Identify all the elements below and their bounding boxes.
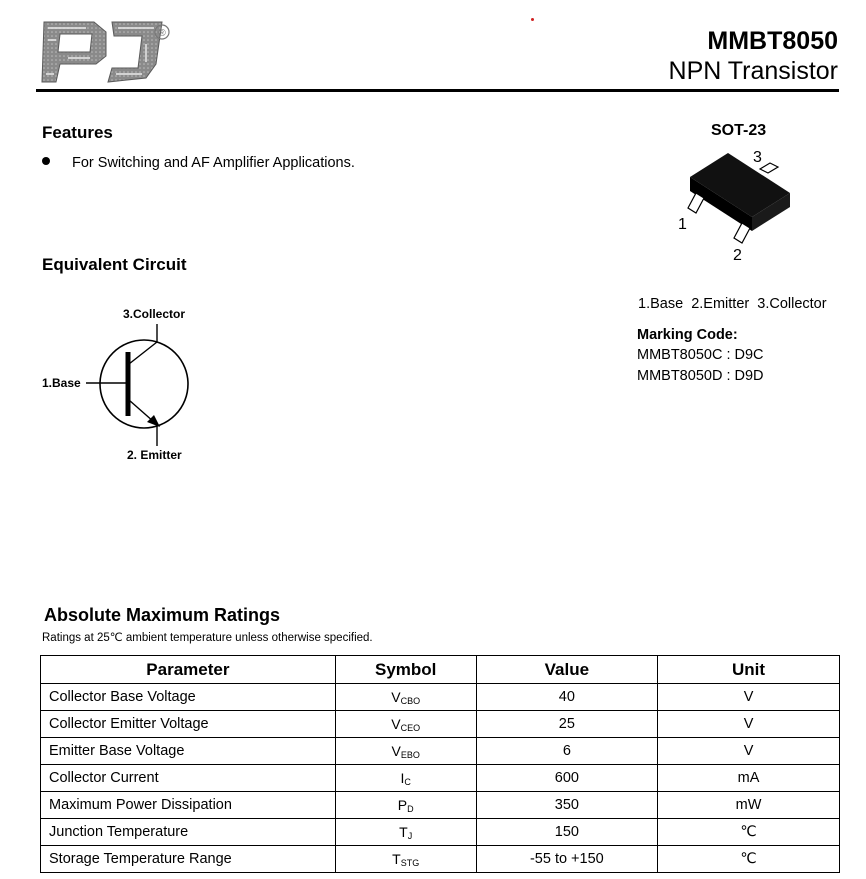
symbol-letter: I <box>400 769 405 786</box>
ratings-heading: Absolute Maximum Ratings <box>44 605 281 625</box>
symbol-cell <box>335 792 476 819</box>
parameter-cell: Maximum Power Dissipation <box>41 792 336 819</box>
symbol-cell <box>335 738 476 765</box>
unit-cell: mW <box>658 792 840 819</box>
part-number: MMBT8050 <box>707 27 838 55</box>
symbol-subscript: J <box>407 830 413 841</box>
symbol-letter: T <box>399 823 408 840</box>
symbol-subscript: CBO <box>400 695 421 706</box>
symbol-cell <box>335 711 476 738</box>
emitter-label: 2. Emitter <box>127 448 182 462</box>
bullet-icon <box>42 157 50 165</box>
sot23-package-icon <box>670 145 800 250</box>
unit-cell: V <box>658 711 840 738</box>
equivalent-circuit-heading: Equivalent Circuit <box>42 255 187 274</box>
symbol-cell <box>335 684 476 711</box>
parameter-cell: Storage Temperature Range <box>41 846 336 873</box>
feature-item <box>42 155 355 171</box>
header-divider <box>36 89 839 92</box>
column-header-value: Value <box>476 656 657 684</box>
part-description: NPN Transistor <box>668 57 838 85</box>
value-cell: 6 <box>476 738 657 765</box>
pin-1-label: 1 <box>678 216 687 233</box>
symbol-cell <box>335 846 476 873</box>
collector-label: 3.Collector <box>123 307 186 321</box>
value-cell: 150 <box>476 819 657 846</box>
ratings-note: Ratings at 25℃ ambient temperature unless otherwise specified. <box>42 632 373 644</box>
feature-text: For Switching and AF Amplifier Applications. <box>72 155 355 171</box>
marking-code-line: MMBT8050D : D9D <box>637 368 764 384</box>
column-header-unit: Unit <box>658 656 840 684</box>
value-cell: 25 <box>476 711 657 738</box>
value-cell: -55 to +150 <box>476 846 657 873</box>
features-heading: Features <box>42 123 113 142</box>
pin-2-label: 2 <box>733 247 742 264</box>
ratings-table <box>40 655 840 873</box>
marking-code-line: MMBT8050C : D9C <box>637 347 764 363</box>
parameter-cell: Emitter Base Voltage <box>41 738 336 765</box>
unit-cell: ℃ <box>658 846 840 873</box>
table-row <box>41 846 840 873</box>
value-cell: 350 <box>476 792 657 819</box>
table-row <box>41 738 840 765</box>
red-dot <box>531 18 534 21</box>
unit-cell: mA <box>658 765 840 792</box>
parameter-cell: Collector Emitter Voltage <box>41 711 336 738</box>
company-logo <box>38 18 173 91</box>
column-header-symbol: Symbol <box>335 656 476 684</box>
parameter-cell: Collector Current <box>41 765 336 792</box>
symbol-cell <box>335 819 476 846</box>
base-label: 1.Base <box>42 376 81 390</box>
unit-cell: ℃ <box>658 819 840 846</box>
symbol-subscript: D <box>407 803 414 814</box>
symbol-letter: T <box>392 850 401 867</box>
value-cell: 600 <box>476 765 657 792</box>
table-row <box>41 711 840 738</box>
column-header-parameter: Parameter <box>41 656 336 684</box>
marking-code-heading: Marking Code: <box>637 327 738 343</box>
unit-cell: V <box>658 684 840 711</box>
pin-description: 1.Base 2.Emitter 3.Collector <box>638 296 827 312</box>
symbol-subscript: EBO <box>400 749 420 760</box>
table-row <box>41 792 840 819</box>
unit-cell: V <box>658 738 840 765</box>
symbol-subscript: STG <box>400 857 420 868</box>
table-row <box>41 819 840 846</box>
symbol-subscript: C <box>404 776 411 787</box>
symbol-letter: V <box>391 742 401 759</box>
value-cell: 40 <box>476 684 657 711</box>
symbol-cell <box>335 765 476 792</box>
package-name: SOT-23 <box>711 122 767 139</box>
table-row <box>41 765 840 792</box>
symbol-subscript: CEO <box>400 722 421 733</box>
pin-3-label: 3 <box>753 149 762 166</box>
parameter-cell: Collector Base Voltage <box>41 684 336 711</box>
table-header-row <box>41 656 840 684</box>
symbol-letter: P <box>397 796 408 813</box>
registered-mark: ® <box>158 28 166 39</box>
symbol-letter: V <box>391 715 401 732</box>
symbol-letter: V <box>391 688 401 705</box>
parameter-cell: Junction Temperature <box>41 819 336 846</box>
table-row <box>41 684 840 711</box>
